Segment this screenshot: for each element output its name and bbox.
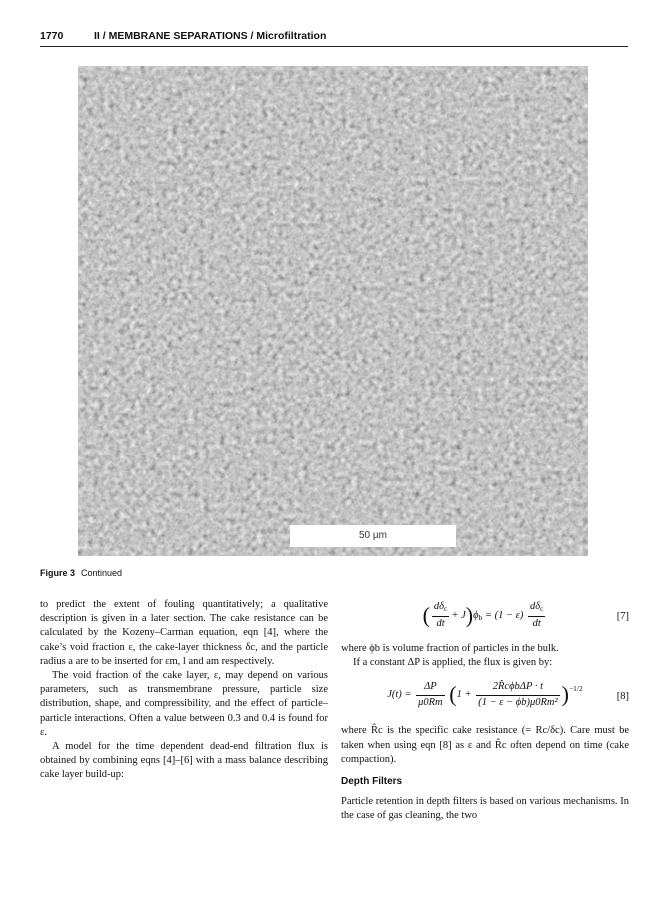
- equation-number: [7]: [616, 611, 629, 622]
- equation-7: ( $\frac{d\delta_c}{dt}$ + $J)\phi_b = (1 - \varepsilon)$ $\frac{d\delta_c}{dt}$ [7]: [422, 601, 629, 630]
- paragraph: If a constant ΔP is applied, the flux is given by:: [353, 657, 553, 669]
- equation-8: J(t) = $\frac{\Delta P}{\mu 0Rm}$ (1 + $\frac{\text{2R̂cϕbΔP · t}}{\text{(1 − ε − ϕb)μ0Rm²}}$ )$^{-1/2}$ [8]: [387, 681, 629, 708]
- paragraph: A model for the time dependent dead-end filtration flux is obtained by combining eqns [4]–[6] with a mass balance describing cake layer build-up:: [40, 741, 328, 781]
- scale-bar: 50 µm: [290, 525, 456, 547]
- paragraph: to predict the extent of fouling quantitatively; a qualitative description is given in a later section. The cake resistance can be calculated by the Kozeny–Carman equation, eqn [4], where the cake’s void fraction ε, the cake-layer thickness δc, and the particle radius a are to be inserted for εm, l and am respectively.: [40, 599, 328, 667]
- running-title: II / MEMBRANE SEPARATIONS / Microfiltration: [94, 30, 327, 42]
- caption-label: Figure 3: [40, 568, 76, 578]
- sem-micrograph: [78, 66, 588, 556]
- section-heading: Depth Filters: [341, 776, 403, 788]
- page-number: 1770: [40, 30, 64, 42]
- left-column: [40, 598, 328, 783]
- paragraph: Particle retention in depth filters is based on various mechanisms. In the case of gas cleaning, the two: [341, 796, 629, 822]
- panel-label: (F): [82, 535, 95, 546]
- equation-number: [8]: [616, 691, 629, 703]
- micrograph-texture: [78, 66, 588, 556]
- running-header: [40, 28, 628, 47]
- paragraph: where R̂c is the specific cake resistance (= Rc/δc). Care must be taken when using eqn [8] as ε and R̂c often depend on time (cake compaction).: [341, 725, 629, 765]
- right-column: [341, 598, 629, 824]
- paragraph: where ϕb is volume fraction of particles in the bulk.: [341, 643, 559, 654]
- caption-text: Continued: [81, 568, 123, 578]
- paragraph: The void fraction of the cake layer, ε, may depend on various parameters, such as transmembrane pressure, particle size distribution, shape, and compressibility, and the effect of particle–particle interactions. Often a value between 0.3 and 0.4 is found for ε.: [40, 670, 328, 738]
- figure-caption: [40, 568, 122, 578]
